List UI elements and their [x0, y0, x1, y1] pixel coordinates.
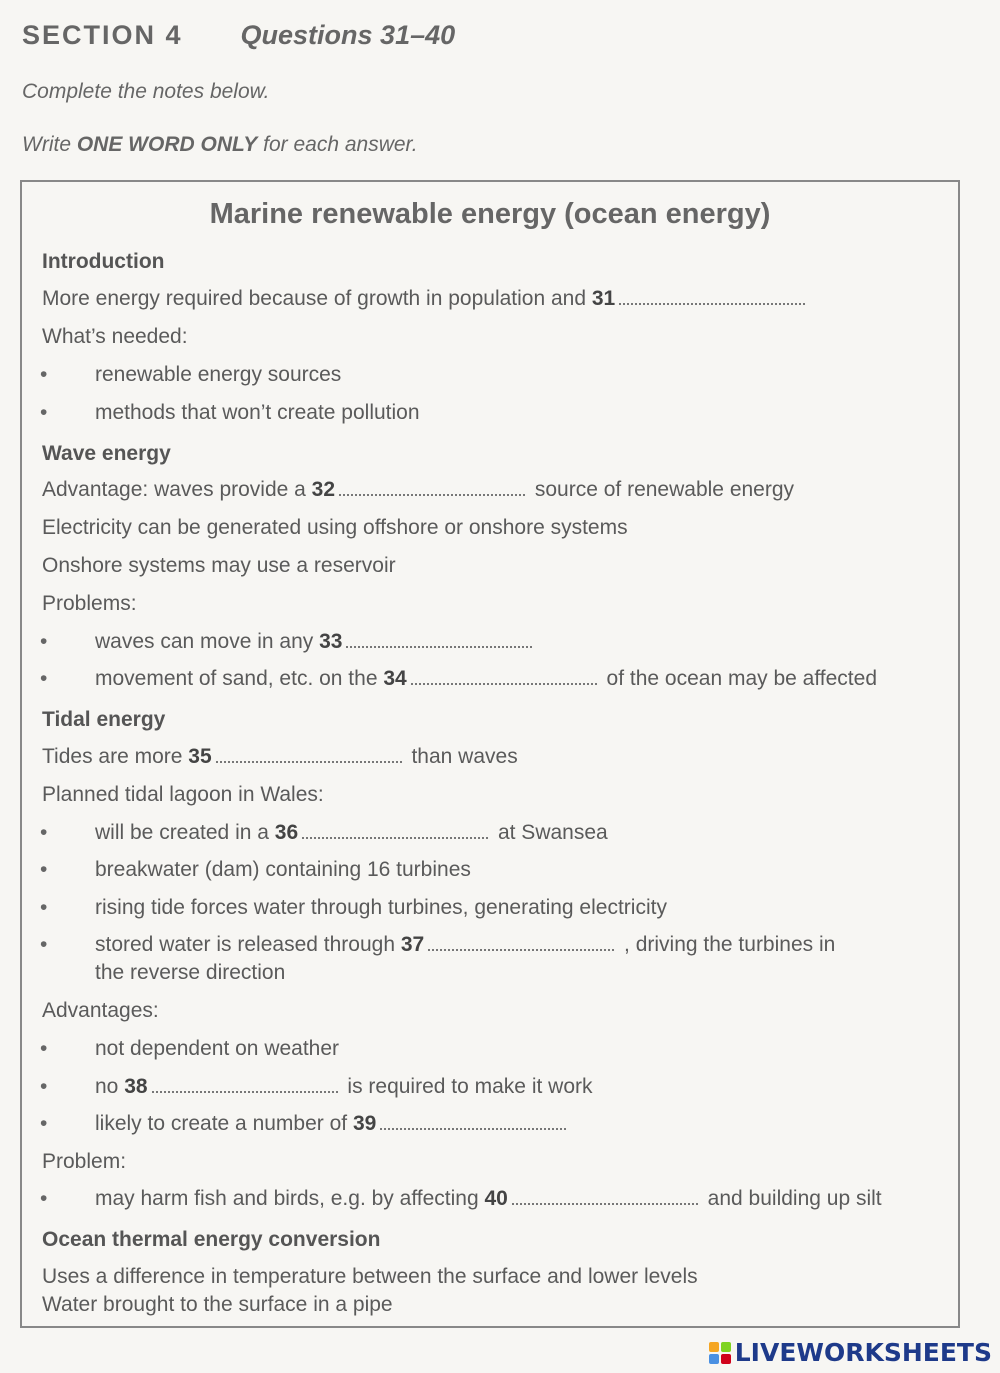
note-line: Planned tidal lagoon in Wales:	[42, 783, 324, 806]
question-number: 33	[319, 630, 343, 653]
bullet-item	[95, 1075, 593, 1099]
note-line: Onshore systems may use a reservoir	[42, 554, 396, 577]
note-text: than waves	[405, 745, 518, 768]
question-number: 32	[311, 478, 336, 501]
answer-gap-32[interactable]	[339, 493, 525, 496]
bullet-item	[95, 1112, 570, 1136]
bullet-icon: •	[40, 1112, 48, 1135]
note-line	[42, 478, 794, 502]
answer-gap-37[interactable]	[428, 948, 614, 951]
question-number: 35	[188, 745, 212, 768]
question-number: 37	[400, 933, 425, 956]
question-number: 38	[124, 1075, 148, 1098]
answer-gap-33[interactable]	[346, 645, 532, 648]
note-text: is required to make it work	[341, 1075, 593, 1098]
question-number: 36	[274, 821, 299, 844]
note-text: will be created in a	[95, 821, 275, 844]
heading-wave-energy: Wave energy	[42, 442, 171, 465]
instruction-line-1: Complete the notes below.	[22, 80, 270, 103]
bullet-icon: •	[40, 1037, 48, 1060]
answer-gap-34[interactable]	[411, 682, 597, 685]
logo-text: LIVEWORKSHEETS	[734, 1338, 992, 1367]
notes-box	[20, 180, 960, 1328]
note-text: Advantage: waves provide a	[42, 478, 312, 501]
section-label: SECTION 4	[22, 20, 183, 50]
note-line	[42, 745, 518, 769]
note-text: More energy required because of growth in population and	[42, 287, 592, 310]
answer-gap-36[interactable]	[302, 836, 488, 839]
bullet-item	[95, 821, 608, 845]
liveworksheets-logo[interactable]	[709, 1338, 992, 1367]
note-line: Water brought to the surface in a pipe	[42, 1293, 393, 1316]
instruction-text: Write	[22, 133, 77, 156]
answer-gap-31[interactable]	[619, 302, 805, 305]
note-line	[42, 287, 809, 311]
bullet-item-continuation: the reverse direction	[95, 961, 286, 984]
bullet-item: methods that won’t create pollution	[95, 401, 420, 424]
bullet-icon: •	[40, 630, 48, 653]
answer-gap-39[interactable]	[380, 1127, 566, 1130]
note-text: source of renewable energy	[529, 478, 795, 501]
bullet-icon: •	[40, 401, 48, 424]
note-text: at Swansea	[492, 821, 608, 844]
note-text: stored water is released through	[95, 933, 401, 956]
question-number: 40	[484, 1187, 508, 1210]
answer-gap-38[interactable]	[152, 1090, 338, 1093]
note-text: likely to create a number of	[95, 1112, 353, 1135]
note-text: movement of sand, etc. on the	[95, 667, 384, 690]
note-line: What’s needed:	[42, 325, 188, 348]
bullet-item: renewable energy sources	[95, 363, 342, 386]
notes-title: Marine renewable energy (ocean energy)	[209, 198, 771, 230]
answer-gap-40[interactable]	[512, 1202, 698, 1205]
bullet-item	[95, 1187, 882, 1211]
answer-gap-35[interactable]	[216, 760, 402, 763]
note-text: may harm fish and birds, e.g. by affecting	[95, 1187, 485, 1210]
note-line: Uses a difference in temperature between the surface and lower levels	[42, 1265, 698, 1288]
note-line: Advantages:	[42, 999, 159, 1022]
bullet-icon: •	[40, 363, 48, 386]
note-text: of the ocean may be affected	[600, 667, 878, 690]
note-line: Problem:	[42, 1150, 127, 1173]
instruction-emphasis: ONE WORD ONLY	[76, 133, 258, 156]
question-number: 34	[383, 667, 407, 690]
note-line: Electricity can be generated using offshore or onshore systems	[42, 516, 628, 539]
note-text: and building up silt	[701, 1187, 882, 1210]
question-number: 39	[352, 1112, 377, 1135]
bullet-icon: •	[40, 858, 48, 881]
note-text: , driving the turbines in	[618, 933, 836, 956]
instruction-text: for each answer.	[257, 133, 418, 156]
section-header	[22, 20, 455, 51]
note-text: no	[95, 1075, 125, 1098]
bullet-item: rising tide forces water through turbines, generating electricity	[95, 896, 667, 919]
bullet-icon: •	[40, 1075, 48, 1098]
bullet-item	[95, 667, 877, 691]
liveworksheets-logo-icon	[709, 1342, 731, 1364]
bullet-item	[95, 933, 835, 957]
note-text: waves can move in any	[95, 630, 320, 653]
note-text: Tides are more	[42, 745, 189, 768]
questions-label: Questions 31–40	[240, 20, 456, 50]
bullet-icon: •	[40, 667, 48, 690]
question-number: 31	[591, 287, 616, 310]
bullet-icon: •	[40, 896, 48, 919]
instruction-line-2	[22, 133, 418, 157]
bullet-item: breakwater (dam) containing 16 turbines	[95, 858, 471, 881]
bullet-icon: •	[40, 1187, 48, 1210]
heading-ocean-thermal: Ocean thermal energy conversion	[42, 1228, 381, 1251]
heading-tidal-energy: Tidal energy	[42, 708, 166, 731]
bullet-item	[95, 630, 536, 654]
heading-introduction: Introduction	[42, 250, 165, 273]
note-line: Problems:	[42, 592, 137, 615]
bullet-icon: •	[40, 821, 48, 844]
bullet-icon: •	[40, 933, 48, 956]
bullet-item: not dependent on weather	[95, 1037, 340, 1060]
